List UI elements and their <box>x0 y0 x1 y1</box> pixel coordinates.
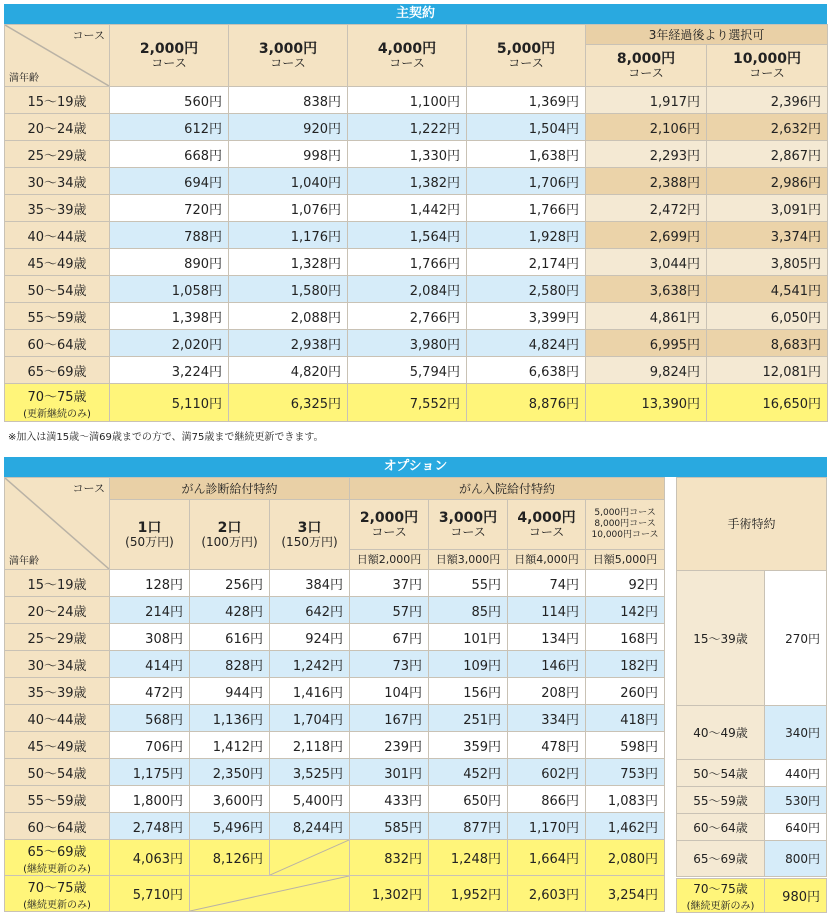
course-label: コース <box>450 524 486 539</box>
premium-cell: 3,980円 <box>348 330 467 357</box>
premium-cell: 334円 <box>508 705 586 732</box>
premium-cell: 877円 <box>429 813 508 840</box>
unit-header-1 <box>110 500 190 570</box>
surgery-age-cell: 55〜59歳 <box>677 787 765 814</box>
surgery-rider-header: 手術特約 <box>677 478 827 571</box>
table-row <box>5 87 828 114</box>
premium-cell: 1,704円 <box>270 705 350 732</box>
premium-cell: 182円 <box>586 651 665 678</box>
premium-cell: 1,800円 <box>110 786 190 813</box>
daily-amount-4000: 日額4,000円 <box>508 550 586 570</box>
age-cell: 45〜49歳 <box>5 249 110 276</box>
premium-cell: 1,766円 <box>348 249 467 276</box>
premium-cell: 2,396円 <box>707 87 828 114</box>
course-line: 8,000円コース <box>594 519 656 530</box>
corner-course-label: コース <box>72 29 105 42</box>
course-label: コース <box>628 65 664 80</box>
premium-cell: 57円 <box>350 597 429 624</box>
surgery-premium-cell: 270円 <box>765 571 827 706</box>
premium-cell: 920円 <box>229 114 348 141</box>
premium-cell: 428円 <box>190 597 270 624</box>
premium-cell: 3,091円 <box>707 195 828 222</box>
premium-cell: 114円 <box>508 597 586 624</box>
premium-cell: 37円 <box>350 570 429 597</box>
surgery-premium-cell: 440円 <box>765 760 827 787</box>
age-cell: 60〜64歳 <box>5 813 110 840</box>
premium-cell: 1,398円 <box>110 303 229 330</box>
age-cell: 30〜34歳 <box>5 651 110 678</box>
table-row <box>5 570 665 597</box>
age-cell: 20〜24歳 <box>5 597 110 624</box>
premium-cell: 2,350円 <box>190 759 270 786</box>
course-amount: 2,000円 <box>359 509 419 526</box>
age-cell: 40〜44歳 <box>5 705 110 732</box>
corner-age-label: 満年齢 <box>9 556 39 567</box>
premium-cell: 2,748円 <box>110 813 190 840</box>
premium-cell: 1,504円 <box>467 114 586 141</box>
premium-cell: 134円 <box>508 624 586 651</box>
surgery-age-cell: 50〜54歳 <box>677 760 765 787</box>
main-last-row <box>5 384 828 422</box>
daily-amount-5000: 日額5,000円 <box>586 550 665 570</box>
age-cell: 50〜54歳 <box>5 276 110 303</box>
premium-cell: 12,081円 <box>707 357 828 384</box>
table-row <box>5 813 665 840</box>
premium-cell: 6,325円 <box>229 384 348 422</box>
age-sub-label: (更新継続のみ) <box>23 408 91 420</box>
premium-cell: 472円 <box>110 678 190 705</box>
age-cell: 30〜34歳 <box>5 168 110 195</box>
premium-cell: 1,928円 <box>467 222 586 249</box>
surgery-premium-cell: 340円 <box>765 706 827 760</box>
premium-cell: 6,050円 <box>707 303 828 330</box>
premium-cell: 2,084円 <box>348 276 467 303</box>
hosp-course-5000-plus <box>586 500 665 550</box>
premium-cell: 128円 <box>110 570 190 597</box>
premium-cell: 838円 <box>229 87 348 114</box>
premium-cell: 2,174円 <box>467 249 586 276</box>
premium-cell: 308円 <box>110 624 190 651</box>
table-row <box>5 786 665 813</box>
surgery-rider-last <box>676 878 827 913</box>
age-cell <box>5 384 110 422</box>
premium-cell: 55円 <box>429 570 508 597</box>
surgery-age-cell: 15〜39歳 <box>677 571 765 706</box>
premium-cell: 251円 <box>429 705 508 732</box>
premium-cell: 3,044円 <box>586 249 707 276</box>
premium-cell: 2,603円 <box>508 876 586 912</box>
premium-cell: 146円 <box>508 651 586 678</box>
main-contract-banner: 主契約 <box>4 4 827 24</box>
premium-cell: 788円 <box>110 222 229 249</box>
course-amount: 10,000円 <box>732 50 802 67</box>
premium-cell: 9,824円 <box>586 357 707 384</box>
option-yellow-row-2 <box>5 876 665 912</box>
premium-cell: 568円 <box>110 705 190 732</box>
premium-cell: 998円 <box>229 141 348 168</box>
age-cell: 35〜39歳 <box>5 195 110 222</box>
age-cell: 15〜19歳 <box>5 570 110 597</box>
course-label: コース <box>749 65 785 80</box>
table-row <box>5 222 828 249</box>
unit-count: 1口 <box>137 519 162 536</box>
age-label: 70〜75歳 <box>693 881 748 896</box>
premium-cell: 4,824円 <box>467 330 586 357</box>
premium-cell: 2,986円 <box>707 168 828 195</box>
hosp-course-4000 <box>508 500 586 550</box>
premium-cell: 1,242円 <box>270 651 350 678</box>
premium-cell: 6,638円 <box>467 357 586 384</box>
premium-cell: 3,600円 <box>190 786 270 813</box>
option-corner-cell <box>5 478 110 570</box>
premium-cell: 1,706円 <box>467 168 586 195</box>
empty-cell <box>270 840 350 876</box>
premium-cell: 109円 <box>429 651 508 678</box>
course-amount: 2,000円 <box>139 40 199 57</box>
premium-cell: 1,222円 <box>348 114 467 141</box>
table-row <box>5 732 665 759</box>
premium-cell: 167円 <box>350 705 429 732</box>
course-header-8000 <box>586 45 707 87</box>
age-cell: 50〜54歳 <box>5 759 110 786</box>
surgery-premium-cell: 530円 <box>765 787 827 814</box>
main-contract-table <box>4 24 828 422</box>
unit-header-2 <box>190 500 270 570</box>
surgery-age-cell: 65〜69歳 <box>677 841 765 877</box>
premium-cell: 3,224円 <box>110 357 229 384</box>
premium-cell: 256円 <box>190 570 270 597</box>
age-sub-label: (継続更新のみ) <box>686 900 755 912</box>
surgery-premium-cell: 800円 <box>765 841 827 877</box>
course-header-5000 <box>467 25 586 87</box>
premium-cell: 832円 <box>350 840 429 876</box>
premium-cell: 560円 <box>110 87 229 114</box>
premium-cell: 5,794円 <box>348 357 467 384</box>
premium-cell: 5,710円 <box>110 876 190 912</box>
premium-cell: 156円 <box>429 678 508 705</box>
age-cell: 35〜39歳 <box>5 678 110 705</box>
premium-cell: 2,766円 <box>348 303 467 330</box>
premium-cell: 5,400円 <box>270 786 350 813</box>
premium-cell: 598円 <box>586 732 665 759</box>
hosp-course-3000 <box>429 500 508 550</box>
premium-cell: 3,399円 <box>467 303 586 330</box>
premium-cell: 1,083円 <box>586 786 665 813</box>
premium-cell: 668円 <box>110 141 229 168</box>
premium-cell: 2,388円 <box>586 168 707 195</box>
premium-cell: 828円 <box>190 651 270 678</box>
premium-cell: 5,496円 <box>190 813 270 840</box>
premium-cell: 452円 <box>429 759 508 786</box>
premium-cell: 612円 <box>110 114 229 141</box>
age-cell: 55〜59歳 <box>5 303 110 330</box>
premium-cell: 753円 <box>586 759 665 786</box>
premium-cell: 4,861円 <box>586 303 707 330</box>
age-cell: 65〜69歳 <box>5 357 110 384</box>
premium-cell: 1,664円 <box>508 840 586 876</box>
premium-cell: 2,699円 <box>586 222 707 249</box>
diagonal-line <box>190 876 349 911</box>
premium-cell: 3,254円 <box>586 876 665 912</box>
course-amount: 5,000円 <box>496 40 556 57</box>
premium-cell: 1,462円 <box>586 813 665 840</box>
premium-cell: 359円 <box>429 732 508 759</box>
premium-cell: 2,088円 <box>229 303 348 330</box>
premium-cell: 418円 <box>586 705 665 732</box>
unit-header-3 <box>270 500 350 570</box>
course-label: コース <box>371 524 407 539</box>
premium-cell: 1,580円 <box>229 276 348 303</box>
hosp-course-2000 <box>350 500 429 550</box>
premium-cell: 1,330円 <box>348 141 467 168</box>
age-sub-label: (継続更新のみ) <box>23 863 91 875</box>
age-label: 70〜75歳 <box>27 389 87 405</box>
premium-cell: 6,995円 <box>586 330 707 357</box>
premium-cell: 101円 <box>429 624 508 651</box>
premium-cell: 1,058円 <box>110 276 229 303</box>
premium-cell: 208円 <box>508 678 586 705</box>
footnote: ※加入は満15歳〜満69歳までの方で、満75歳まで継続更新できます。 <box>8 432 324 443</box>
premium-cell: 1,766円 <box>467 195 586 222</box>
premium-cell: 944円 <box>190 678 270 705</box>
premium-cell: 1,564円 <box>348 222 467 249</box>
cancer-diagnosis-header: がん診断給付特約 <box>110 478 350 500</box>
premium-cell: 16,650円 <box>707 384 828 422</box>
premium-cell: 13,390円 <box>586 384 707 422</box>
premium-cell: 1,952円 <box>429 876 508 912</box>
premium-cell: 1,412円 <box>190 732 270 759</box>
premium-cell: 7,552円 <box>348 384 467 422</box>
surgery-age-cell: 40〜49歳 <box>677 706 765 760</box>
premium-cell: 2,867円 <box>707 141 828 168</box>
after-3-years-header: 3年経過後より選択可 <box>586 25 828 45</box>
premium-cell: 1,369円 <box>467 87 586 114</box>
daily-amount-2000: 日額2,000円 <box>350 550 429 570</box>
premium-cell: 1,416円 <box>270 678 350 705</box>
course-amount: 8,000円 <box>616 50 676 67</box>
age-cell: 60〜64歳 <box>5 330 110 357</box>
premium-cell: 1,076円 <box>229 195 348 222</box>
premium-cell: 8,876円 <box>467 384 586 422</box>
premium-cell: 2,080円 <box>586 840 665 876</box>
table-row <box>5 705 665 732</box>
premium-cell: 414円 <box>110 651 190 678</box>
table-row <box>5 597 665 624</box>
course-amount: 4,000円 <box>377 40 437 57</box>
course-line: 10,000円コース <box>591 529 659 540</box>
premium-cell: 384円 <box>270 570 350 597</box>
table-row <box>5 276 828 303</box>
table-row <box>5 303 828 330</box>
premium-cell: 720円 <box>110 195 229 222</box>
table-row <box>5 651 665 678</box>
premium-cell: 8,126円 <box>190 840 270 876</box>
age-label: 70〜75歳 <box>27 880 87 896</box>
daily-amount-3000: 日額3,000円 <box>429 550 508 570</box>
age-sub-label: (継続更新のみ) <box>23 899 91 911</box>
course-label: コース <box>270 55 306 70</box>
premium-cell: 924円 <box>270 624 350 651</box>
premium-cell: 2,472円 <box>586 195 707 222</box>
diagonal-line <box>270 840 349 875</box>
course-header-2000 <box>110 25 229 87</box>
premium-cell: 433円 <box>350 786 429 813</box>
premium-cell: 890円 <box>110 249 229 276</box>
course-header-10000 <box>707 45 828 87</box>
premium-cell: 602円 <box>508 759 586 786</box>
premium-cell: 1,302円 <box>350 876 429 912</box>
premium-cell: 260円 <box>586 678 665 705</box>
premium-cell: 642円 <box>270 597 350 624</box>
premium-cell: 2,938円 <box>229 330 348 357</box>
premium-cell: 1,175円 <box>110 759 190 786</box>
premium-cell: 2,106円 <box>586 114 707 141</box>
option-table <box>4 477 665 912</box>
corner-cell <box>5 25 110 87</box>
premium-cell: 2,020円 <box>110 330 229 357</box>
corner-age-label: 満年齢 <box>9 73 39 84</box>
course-line: 5,000円コース <box>594 508 656 519</box>
age-cell: 25〜29歳 <box>5 141 110 168</box>
premium-cell: 8,683円 <box>707 330 828 357</box>
table-row <box>5 330 828 357</box>
age-cell: 55〜59歳 <box>5 786 110 813</box>
empty-cell <box>190 876 350 912</box>
course-amount: 3,000円 <box>258 40 318 57</box>
premium-cell: 1,442円 <box>348 195 467 222</box>
premium-cell: 8,244円 <box>270 813 350 840</box>
premium-cell: 5,110円 <box>110 384 229 422</box>
premium-cell: 3,805円 <box>707 249 828 276</box>
surgery-premium-cell: 980円 <box>765 879 827 913</box>
course-header-4000 <box>348 25 467 87</box>
unit-amount: (50万円) <box>125 534 174 549</box>
course-amount: 4,000円 <box>517 509 576 526</box>
premium-cell: 85円 <box>429 597 508 624</box>
age-cell: 25〜29歳 <box>5 624 110 651</box>
premium-cell: 4,063円 <box>110 840 190 876</box>
surgery-rider-table <box>676 477 827 877</box>
premium-cell: 1,382円 <box>348 168 467 195</box>
premium-cell: 4,541円 <box>707 276 828 303</box>
table-row <box>5 678 665 705</box>
premium-cell: 92円 <box>586 570 665 597</box>
course-label: コース <box>389 55 425 70</box>
table-row <box>5 357 828 384</box>
table-row <box>5 759 665 786</box>
course-label: コース <box>151 55 187 70</box>
premium-cell: 73円 <box>350 651 429 678</box>
unit-count: 2口 <box>217 519 242 536</box>
premium-cell: 706円 <box>110 732 190 759</box>
table-row <box>5 114 828 141</box>
age-cell <box>677 879 765 913</box>
premium-cell: 1,328円 <box>229 249 348 276</box>
unit-amount: (100万円) <box>201 534 258 549</box>
premium-cell: 1,917円 <box>586 87 707 114</box>
premium-cell: 694円 <box>110 168 229 195</box>
unit-count: 3口 <box>297 519 322 536</box>
course-label: コース <box>528 524 565 539</box>
option-banner: オプション <box>4 457 827 477</box>
premium-cell: 2,632円 <box>707 114 828 141</box>
age-cell <box>5 876 110 912</box>
premium-cell: 1,136円 <box>190 705 270 732</box>
premium-cell: 478円 <box>508 732 586 759</box>
premium-cell: 239円 <box>350 732 429 759</box>
premium-cell: 4,820円 <box>229 357 348 384</box>
age-label: 65〜69歳 <box>27 844 87 860</box>
table-row <box>5 249 828 276</box>
table-row <box>5 141 828 168</box>
premium-cell: 650円 <box>429 786 508 813</box>
table-row <box>5 195 828 222</box>
premium-cell: 2,293円 <box>586 141 707 168</box>
course-header-3000 <box>229 25 348 87</box>
age-cell: 40〜44歳 <box>5 222 110 249</box>
premium-cell: 1,040円 <box>229 168 348 195</box>
premium-cell: 74円 <box>508 570 586 597</box>
premium-cell: 3,374円 <box>707 222 828 249</box>
premium-cell: 104円 <box>350 678 429 705</box>
premium-cell: 3,525円 <box>270 759 350 786</box>
surgery-age-cell: 60〜64歳 <box>677 814 765 841</box>
table-row <box>5 624 665 651</box>
premium-cell: 1,176円 <box>229 222 348 249</box>
premium-cell: 616円 <box>190 624 270 651</box>
premium-cell: 1,638円 <box>467 141 586 168</box>
option-yellow-row-1 <box>5 840 665 876</box>
course-amount: 3,000円 <box>438 509 498 526</box>
premium-cell: 2,580円 <box>467 276 586 303</box>
premium-cell: 585円 <box>350 813 429 840</box>
premium-cell: 142円 <box>586 597 665 624</box>
age-cell: 20〜24歳 <box>5 114 110 141</box>
surgery-premium-cell: 640円 <box>765 814 827 841</box>
premium-cell: 3,638円 <box>586 276 707 303</box>
premium-cell: 1,248円 <box>429 840 508 876</box>
course-label: コース <box>508 55 544 70</box>
premium-cell: 1,100円 <box>348 87 467 114</box>
premium-cell: 1,170円 <box>508 813 586 840</box>
premium-cell: 2,118円 <box>270 732 350 759</box>
corner-course-label: コース <box>72 482 105 495</box>
age-cell: 45〜49歳 <box>5 732 110 759</box>
premium-cell: 214円 <box>110 597 190 624</box>
premium-cell: 67円 <box>350 624 429 651</box>
premium-cell: 301円 <box>350 759 429 786</box>
premium-cell: 866円 <box>508 786 586 813</box>
cancer-hospital-header: がん入院給付特約 <box>350 478 665 500</box>
age-cell: 15〜19歳 <box>5 87 110 114</box>
premium-cell: 168円 <box>586 624 665 651</box>
table-row <box>5 168 828 195</box>
unit-amount: (150万円) <box>281 534 338 549</box>
age-cell <box>5 840 110 876</box>
